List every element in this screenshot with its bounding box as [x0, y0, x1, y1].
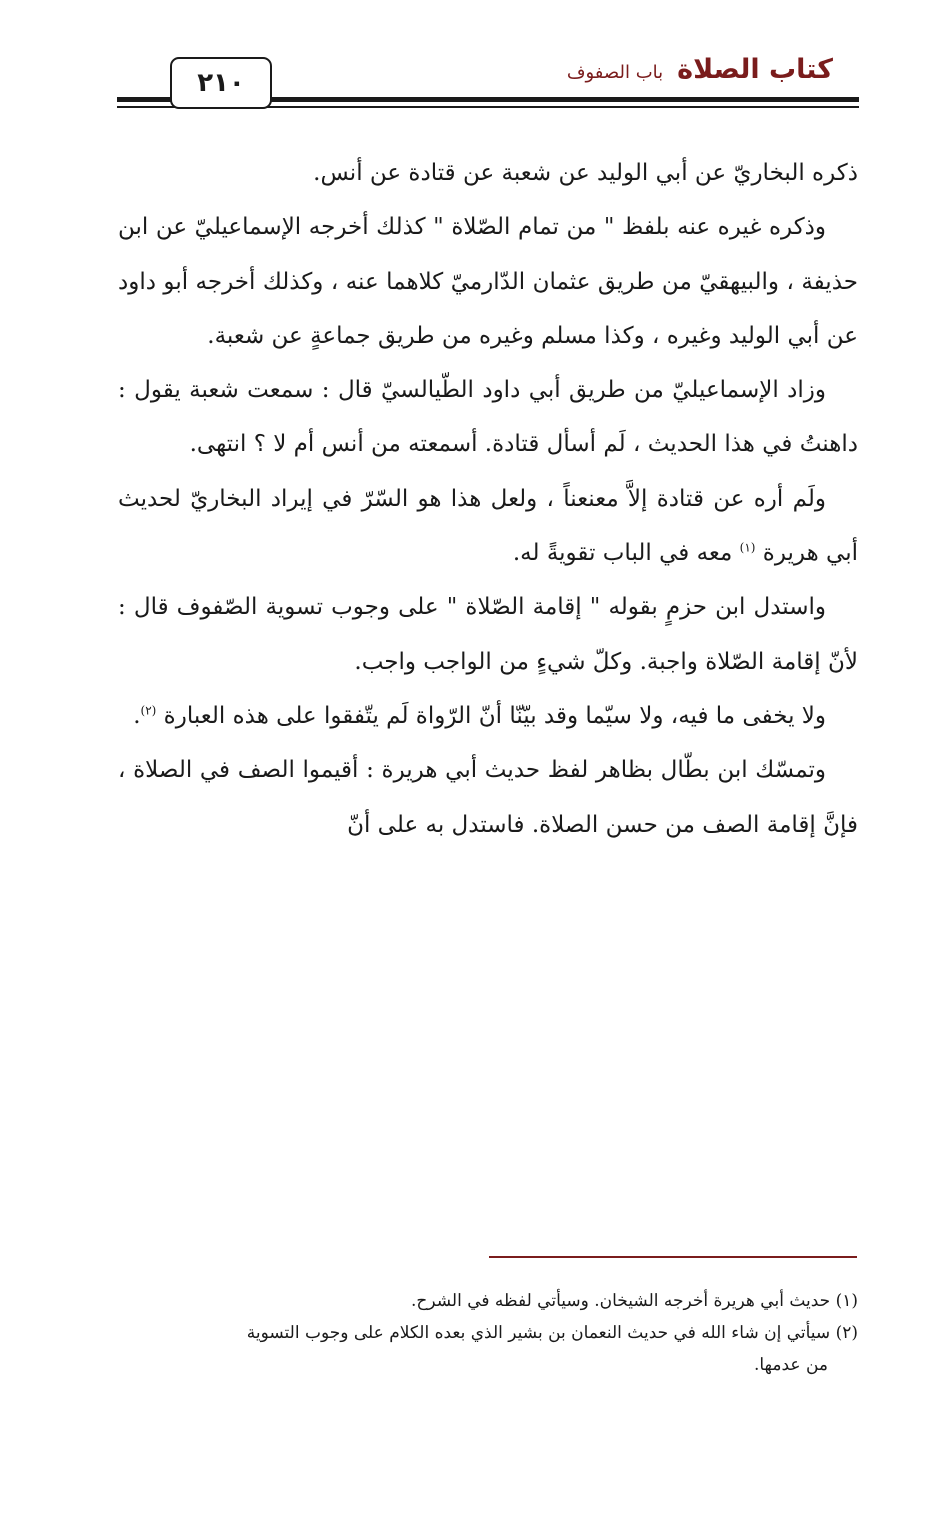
- paragraph-4-text-end: معه في الباب تقويةً له.: [512, 540, 740, 567]
- page-number: ٢١٠: [170, 57, 272, 109]
- chapter-title: باب الصفوف: [566, 62, 664, 83]
- footnote-2: (٢) سيأتي إن شاء الله في حديث النعمان بن بشير الذي بعده الكلام على وجوب التسوية: [246, 1323, 858, 1343]
- paragraph-3: وزاد الإسماعيليّ من طريق أبي داود الطّيالسيّ قال : سمعت شعبة يقول : داهنتُ في هذا الحديث ، لَم أسأل قتادة. أسمعته من أنس أم لا ؟ انتهى.: [118, 377, 858, 458]
- footnote-ref-2[interactable]: (٢): [140, 703, 157, 718]
- footnote-separator: [489, 1256, 857, 1258]
- paragraph-6-text: ولا يخفى ما فيه، ولا سيّما وقد بيّنّا أنّ الرّواة لَم يتّفقوا على هذه العبارة: [163, 702, 826, 729]
- book-title: كتاب الصلاة: [677, 54, 833, 85]
- footnotes: [118, 1285, 858, 1381]
- paragraph-6-text-end: .: [133, 702, 141, 729]
- footnote-1: (١) حديث أبي هريرة أخرجه الشيخان. وسيأتي لفظه في الشرح.: [411, 1291, 858, 1311]
- paragraph-4: [118, 472, 858, 581]
- paragraph-2: وذكره غيره عنه بلفظ " من تمام الصّلاة " كذلك أخرجه الإسماعيليّ عن ابن حذيفة ، والبيهقيّ من طريق عثمان الدّارميّ كلاهما عنه ، وكذلك أخرجه أبو داود عن أبي الوليد وغيره ، وكذا مسلم وغيره من طريق جماعةٍ عن شعبة.: [118, 214, 858, 349]
- footnote-ref-1[interactable]: (١): [739, 540, 756, 555]
- paragraph-7: وتمسّك ابن بطّال بظاهر لفظ حديث أبي هريرة : أقيموا الصف في الصلاة ، فإنَّ إقامة الصف من حسن الصلاة. فاستدل به على أنّ: [118, 757, 858, 838]
- paragraph-6: [118, 689, 858, 743]
- paragraph-4-text: ولَم أره عن قتادة إلاَّ معنعناً ، ولعل هذا هو السّرّ في إيراد البخاريّ لحديث أبي هريرة: [118, 485, 858, 567]
- page-header: [0, 0, 945, 120]
- running-title: [567, 54, 833, 85]
- main-text: [118, 146, 858, 852]
- paragraph-5: واستدل ابن حزمٍ بقوله " إقامة الصّلاة " على وجوب تسوية الصّفوف قال : لأنّ إقامة الصّلاة واجبة. وكلّ شيءٍ من الواجب واجب.: [118, 594, 858, 675]
- footnote-2-continued: من عدمها.: [753, 1355, 828, 1375]
- paragraph-1: ذكره البخاريّ عن أبي الوليد عن شعبة عن قتادة عن أنس.: [313, 160, 858, 186]
